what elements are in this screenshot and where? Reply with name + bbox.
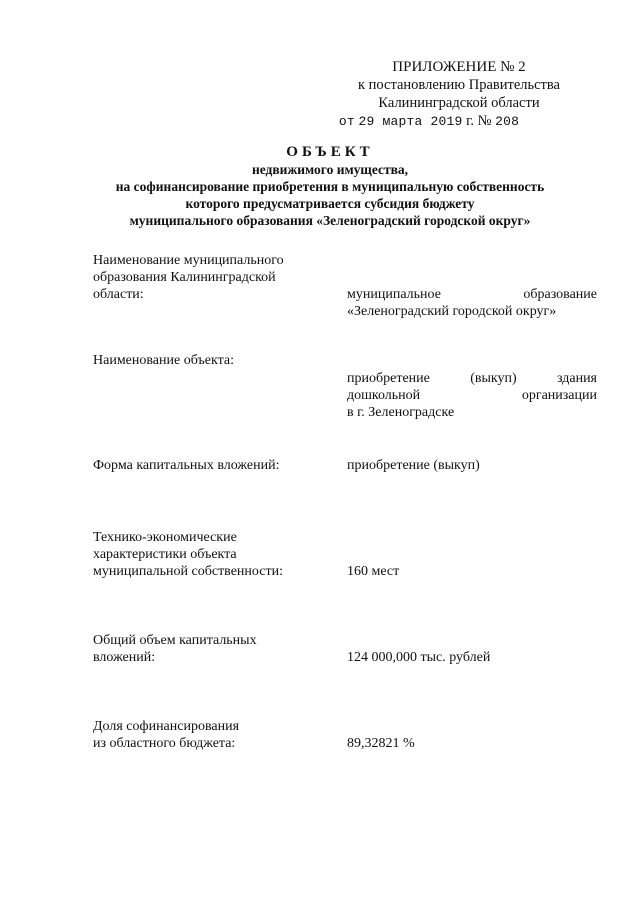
appendix-resolution-line: к постановлению Правительства [358,77,560,93]
label-line: Наименование объекта: [93,353,234,368]
field-value [347,735,597,752]
field-label [93,352,323,369]
heading-line-3: которого предусматривается субсидия бюджету [185,196,475,211]
field-label [93,529,323,580]
field-value [347,457,597,474]
field-value [347,370,597,421]
value-line: дошкольной организации [347,388,597,403]
date-value: 29 марта 2019 [358,114,463,129]
label-line: характеристики объекта [93,547,237,562]
resolution-number: 208 [495,114,520,129]
appendix-title: ПРИЛОЖЕНИЕ № 2 [392,59,526,75]
value-line: муниципальное образование [347,287,597,302]
heading-line-2: на софинансирование приобретения в муниципальную собственность [115,179,545,194]
field-value [347,563,597,580]
value-line: в г. Зеленоградске [347,405,455,420]
label-line: области: [93,287,144,302]
label-line: муниципальной собственности: [93,564,283,579]
value-line: приобретение (выкуп) здания [347,371,597,386]
field-label [93,632,323,666]
field-label [93,252,323,303]
label-line: вложений: [93,650,156,665]
heading-line-4: муниципального образования «Зеленоградский городской округ» [129,213,531,228]
label-line: Форма капитальных вложений: [93,458,280,473]
value-line: 160 мест [347,564,400,579]
label-line: Наименование муниципального [93,253,284,268]
label-line: Общий объем капитальных [93,633,257,648]
value-line: «Зеленоградский городской округ» [347,304,557,319]
label-line: образования Калининградской [93,270,276,285]
heading-line-1: недвижимого имущества, [251,162,409,177]
field-value [347,649,597,666]
value-line: приобретение (выкуп) [347,458,480,473]
heading-title: ОБЪЕКТ [286,144,374,160]
document-heading [80,144,580,229]
appendix-header [334,58,584,131]
appendix-region-line: Калининградской области [378,95,540,111]
value-line: 89,32821 % [347,736,415,751]
field-label [93,457,323,474]
value-line: 124 000,000 тыс. рублей [347,650,491,665]
field-value [347,286,597,320]
date-suffix: г. № [466,113,492,129]
label-line: из областного бюджета: [93,736,236,751]
date-prefix: от [338,114,355,129]
label-line: Технико-экономические [93,530,237,545]
appendix-date-line [274,112,584,131]
field-label [93,718,323,752]
label-line: Доля софинансирования [93,719,240,734]
